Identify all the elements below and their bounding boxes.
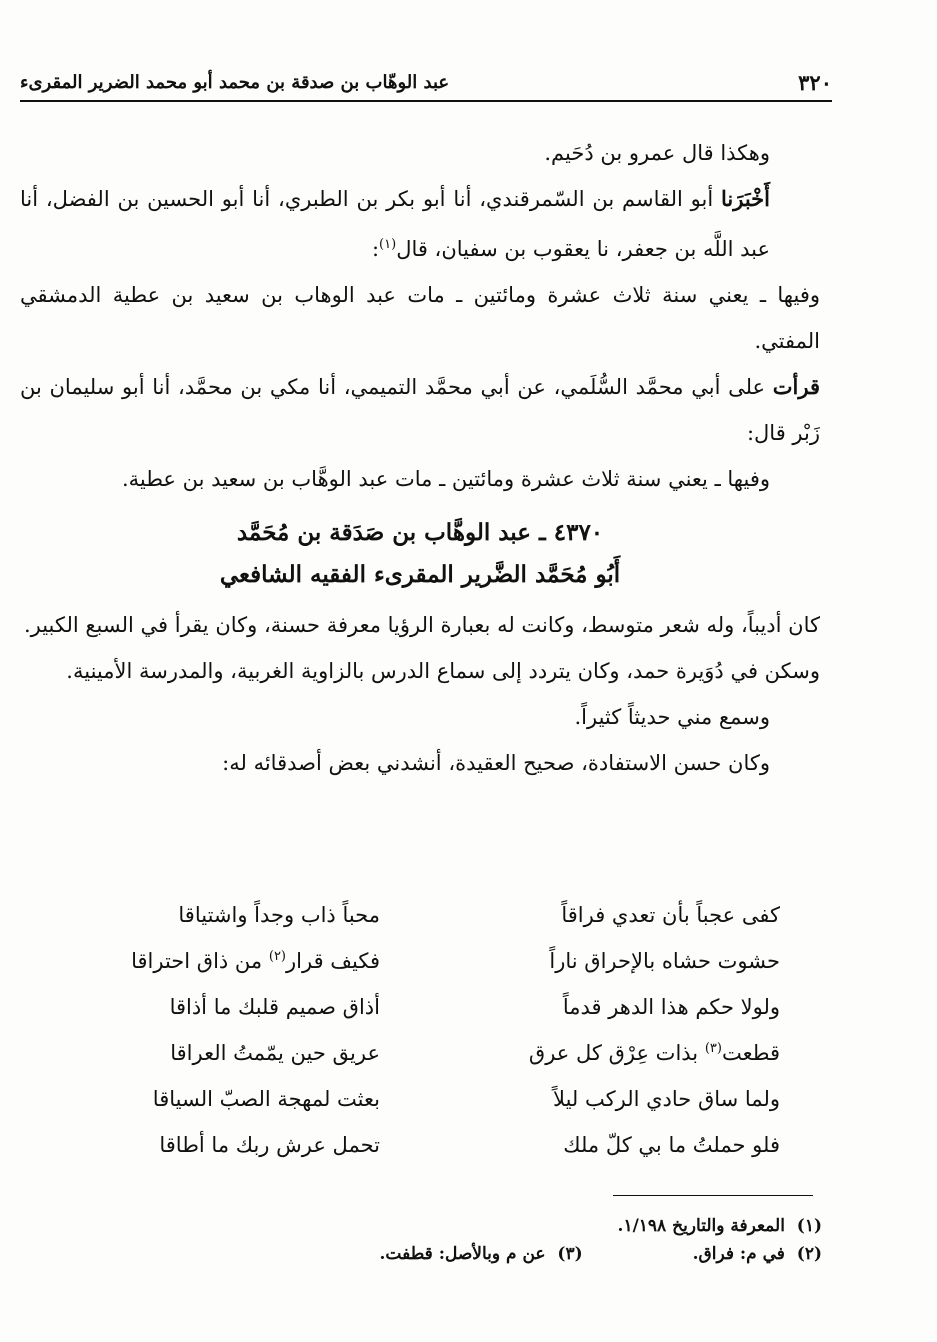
verse-first-half: كفى عجباً بأن تعدي فراقاً [561, 903, 780, 927]
paragraph-9: وكان حسن الاستفادة، صحيح العقيدة، أنشدني بعض أصدقائه له: [222, 751, 770, 775]
keyword-akhbarana: أَخْبَرَنا [721, 186, 770, 211]
verse-first-half: حشوت حشاه بالإحراق ناراً [549, 949, 780, 973]
footnote-number: (٢) [796, 1244, 822, 1264]
verse-first-half: فلو حملتُ ما بي كلّ ملك [563, 1133, 780, 1157]
footnote-number: (١) [796, 1216, 822, 1236]
footnote-ref-3[interactable]: (٣) [704, 1041, 722, 1056]
verse-second-half: بعثت لمهجة الصبّ السياقا [152, 1087, 380, 1111]
footnote-row [200, 1240, 822, 1268]
poem-verse [60, 984, 780, 1030]
verse-text: بذات عِرْق كل عرق [528, 1041, 705, 1065]
footnote-1 [200, 1212, 822, 1240]
paragraph-4-text: على أبي محمَّد السُّلَمي، عن أبي محمَّد التميمي، أنا مكي بن محمَّد، أنا أبو سليمان بن زَبْر قال: [20, 375, 820, 445]
entry-title [20, 512, 820, 596]
page-header [20, 64, 832, 102]
verse-text: فكيف قرار [286, 949, 380, 973]
running-title: عبد الوهّاب بن صدقة بن محمد أبو محمد الضرير المقرىء [20, 72, 450, 93]
verse-first-half: ولولا حكم هذا الدهر قدماً [562, 995, 780, 1019]
paragraph-2-text: أبو القاسم بن السّمرقندي، أنا أبو بكر بن الطبري، أنا أبو الحسين بن الفضل، أنا عبد اللَّه بن جعفر، نا يعقوب بن سفيان، قال [20, 187, 770, 261]
footnote-text: المعرفة والتاريخ ١/١٩٨. [617, 1216, 785, 1236]
poem-verse [60, 1122, 780, 1168]
footnote-divider [613, 1195, 813, 1196]
poem-verse [60, 892, 780, 938]
footnotes [200, 1212, 822, 1268]
verse-second-half: محباً ذاب وجداً واشتياقا [178, 903, 380, 927]
footnote-number: (٣) [557, 1244, 583, 1264]
poem-verse [60, 938, 780, 984]
verse-text: قطعت [721, 1041, 780, 1065]
verse-second-half: تحمل عرش ربك ما أطاقا [159, 1133, 380, 1157]
paragraph-3: وفيها ـ يعني سنة ثلاث عشرة ومائتين ـ مات عبد الوهاب بن سعيد بن عطية الدمشقي المفتي. [20, 283, 820, 353]
paragraph-1: وهكذا قال عمرو بن دُحَيم. [544, 141, 770, 165]
paragraph-4 [20, 364, 820, 456]
entry-title-line-2: أَبُو مُحَمَّد الضَّرير المقرىء الفقيه الشافعي [219, 561, 621, 588]
footnote-text: عن م وبالأصل: قطفت. [379, 1244, 546, 1264]
poem-verse [60, 1076, 780, 1122]
verse-first-half [460, 1041, 780, 1065]
paragraph-6: كان أديباً، وله شعر متوسط، وكانت له بعبارة الرؤيا معرفة حسنة، وكان يقرأ في السبع الكبير. [23, 613, 820, 637]
footnote-text: في م: فراق. [692, 1244, 785, 1264]
verse-first-half: ولما ساق حادي الركب ليلاً [553, 1087, 780, 1111]
paragraph-7: وسكن في دُوَيرة حمد، وكان يتردد إلى سماع الدرس بالزاوية الغربية، والمدرسة الأمينية. [66, 659, 820, 683]
main-text [20, 130, 820, 786]
verse-second-half: أذاق صميم قلبك ما أذاقا [169, 995, 380, 1019]
page-number: ٣٢٠ [798, 70, 832, 95]
paragraph-2 [20, 176, 820, 272]
verse-second-half [60, 949, 380, 973]
footnote-ref-1[interactable]: (١) [379, 237, 397, 252]
entry-title-line-1: ٤٣٧٠ ـ عبد الوهَّاب بن صَدَقة بن مُحَمَّد [236, 519, 604, 546]
paragraph-5: وفيها ـ يعني سنة ثلاث عشرة ومائتين ـ مات عبد الوهَّاب بن سعيد بن عطية. [121, 467, 770, 491]
poem-verse [60, 1030, 780, 1076]
paragraph-8: وسمع مني حديثاً كثيراً. [574, 705, 770, 729]
keyword-qara-tu: قرأت [772, 374, 820, 399]
poem [60, 892, 780, 1168]
verse-second-half: عريق حين يمّمتُ العراقا [170, 1041, 380, 1065]
verse-text: من ذاق احتراقا [131, 949, 269, 973]
footnote-ref-2[interactable]: (٢) [268, 949, 286, 964]
paragraph-2-end: : [371, 237, 380, 261]
